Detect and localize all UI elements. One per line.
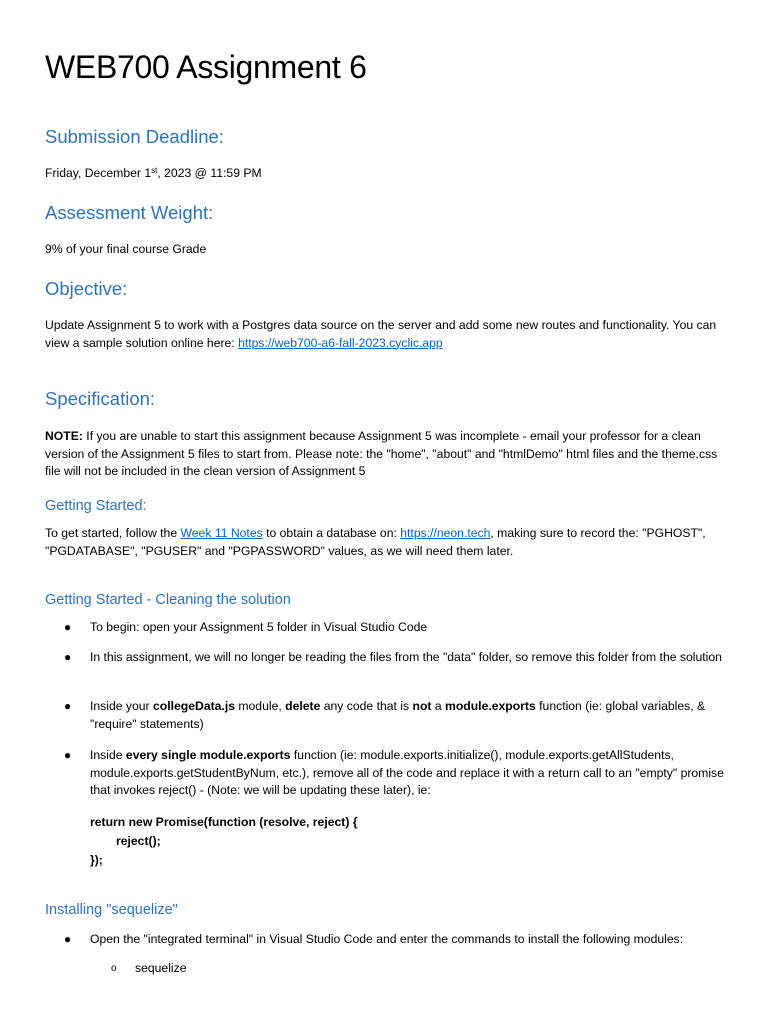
cleaning-heading: Getting Started - Cleaning the solution [45, 592, 291, 608]
sample-solution-link[interactable]: https://web700-a6-fall-2023.cyclic.app [238, 335, 443, 350]
note-label: NOTE: [45, 429, 83, 443]
list-item-text [90, 699, 705, 731]
item3-b2: delete [285, 699, 321, 713]
code-line: return new Promise(function (resolve, reject) { [90, 815, 358, 829]
deadline-text-sup: st [151, 166, 158, 175]
gs-text1: To get started, follow the [45, 526, 181, 540]
deadline-text [45, 165, 735, 183]
code-line: }); [90, 853, 103, 867]
item4-t1: Inside [90, 748, 126, 762]
item3-b3: not [412, 699, 432, 713]
list-item [64, 619, 730, 637]
list-item [64, 698, 730, 733]
week-11-notes-link[interactable]: Week 11 Notes [180, 526, 263, 540]
item3-t1: Inside your [90, 699, 154, 713]
bullet-icon: ● [64, 748, 72, 762]
note-text: If you are unable to start this assignment because Assignment 5 was incomplete - email your professor for a clean version of the Assignment 5 files to start from. Please note: the "home", "about" and "htmlDemo" html files and the theme.css file will not be included in the clean version of Assignment 5 [45, 429, 718, 478]
hollow-bullet-icon: o [111, 963, 117, 974]
item3-t4: a [431, 699, 446, 713]
list-item-text: Open the "integrated terminal" in Visual Studio Code and enter the commands to install the following modules: [90, 932, 684, 946]
deadline-text-prefix: Friday, December 1 [45, 166, 152, 180]
bullet-icon: ● [64, 932, 72, 946]
bullet-icon: ● [64, 620, 72, 634]
gs-text3: , making sure to record the: "PGHOST", "PGDATABASE", "PGUSER" and "PGPASSWORD" values, as we will need them later. [45, 526, 706, 558]
item4-b1: every single module.exports [125, 748, 291, 762]
list-item-text [90, 748, 724, 797]
bullet-icon: ● [64, 699, 72, 713]
bullet-icon: ● [64, 650, 72, 664]
list-item-text: In this assignment, we will no longer be reading the files from the "data" folder, so remove this folder from the solution [90, 650, 722, 664]
neon-tech-link[interactable]: https://neon.tech [400, 526, 491, 540]
list-item-text: To begin: open your Assignment 5 folder in Visual Studio Code [90, 620, 428, 634]
gs-text2: to obtain a database on: [262, 526, 401, 540]
list-item [64, 931, 730, 949]
list-item [64, 747, 730, 800]
objective-heading: Objective: [45, 278, 128, 299]
objective-body: Update Assignment 5 to work with a Postgres data source on the server and add some new routes and functionality. You can view a sample solution online here: [45, 318, 717, 350]
getting-started-text [45, 525, 735, 560]
item4-t2: function (ie: module.exports.initialize(), module.exports.getAllStudents, module.exports.getStudentByNum, etc.), remove all of the code and replace it with a return call to an "empty" promise that invokes reject() - (Note: we will be updating these later), ie: [90, 748, 724, 797]
code-block [90, 813, 358, 870]
item3-b1: collegeData.js [153, 699, 235, 713]
weight-text: 9% of your final course Grade [45, 242, 207, 256]
item3-t3: any code that is [320, 699, 413, 713]
specification-note [45, 428, 735, 481]
getting-started-heading: Getting Started: [45, 498, 147, 514]
item3-t2: module, [234, 699, 286, 713]
document-title: WEB700 Assignment 6 [45, 49, 367, 85]
sub-list-item-text: sequelize [135, 961, 187, 975]
code-line: reject(); [116, 834, 161, 848]
deadline-heading: Submission Deadline: [45, 126, 224, 147]
item3-t5: function (ie: global variables, & "require" statements) [90, 699, 706, 731]
list-item [64, 649, 730, 667]
specification-heading: Specification: [45, 388, 156, 409]
installing-heading: Installing "sequelize" [45, 902, 178, 918]
sub-list-item [111, 960, 730, 978]
objective-text [45, 317, 735, 352]
weight-heading: Assessment Weight: [45, 202, 214, 223]
item3-b4: module.exports [445, 699, 536, 713]
deadline-text-suffix: , 2023 @ 11:59 PM [157, 166, 262, 180]
